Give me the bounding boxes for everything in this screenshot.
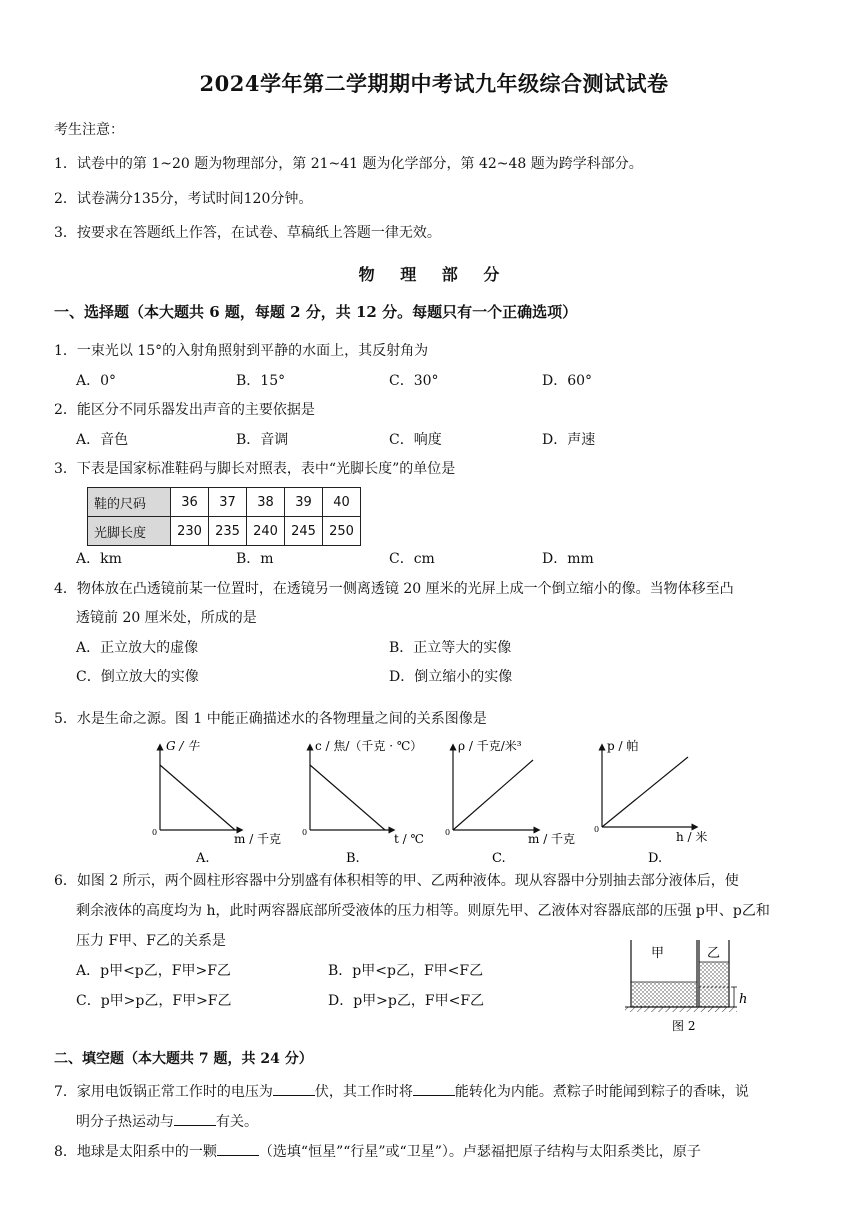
q6-stem-line3: 压力 F甲、F乙的关系是 <box>76 933 226 949</box>
graph-c-xlabel: m / 千克 <box>528 832 576 846</box>
notice-item-1: 1．试卷中的第 1~20 题为物理部分，第 21~41 题为化学部分，第 42~48 题为跨学科部分。 <box>54 156 643 172</box>
graph-a-line <box>160 765 235 830</box>
graph-a-xlabel: m / 千克 <box>234 832 282 846</box>
q8-line1 <box>54 1141 701 1161</box>
table-cell: 240 <box>247 517 285 546</box>
q2-option-c: C．响度 <box>389 432 442 448</box>
table-row <box>88 488 361 517</box>
q2-option-a: A．音色 <box>76 432 129 448</box>
q7-text-c: 能转化为内能。煮粽子时能闻到粽子的香味，说 <box>454 1084 749 1100</box>
q4-option-a: A．正立放大的虚像 <box>76 640 199 656</box>
label-h: h <box>739 992 748 1007</box>
q4-option-b: B．正立等大的实像 <box>389 640 512 656</box>
q1-stem: 1．一束光以 15°的入射角照射到平静的水面上，其反射角为 <box>54 343 429 359</box>
table-cell: 250 <box>323 517 361 546</box>
graph-a-letter: A. <box>196 851 210 866</box>
q7-text-b: 伏，其工作时将 <box>314 1084 413 1100</box>
q7-line2 <box>76 1111 258 1131</box>
table-cell: 36 <box>171 488 209 517</box>
graph-b-origin: 0 <box>302 828 308 837</box>
label-jia: 甲 <box>651 946 665 961</box>
q4-option-d: D．倒立缩小的实像 <box>389 669 513 685</box>
table-cell: 37 <box>209 488 247 517</box>
graph-d-letter: D. <box>648 851 663 866</box>
q8-blank-1[interactable] <box>217 1141 259 1156</box>
q1-option-c: C．30° <box>389 373 439 389</box>
table-cell: 230 <box>171 517 209 546</box>
graph-c-origin: 0 <box>445 828 451 837</box>
q8-text-a: 8．地球是太阳系中的一颗 <box>54 1144 217 1160</box>
q8-text-b: （选填“恒星”“行星”或“卫星”）。卢瑟福把原子结构与太阳系类比，原子 <box>258 1144 701 1160</box>
graph-d-origin: 0 <box>594 825 600 834</box>
table-cell: 245 <box>285 517 323 546</box>
graph-c-letter: C. <box>492 851 506 866</box>
graph-a <box>152 739 281 866</box>
shoe-size-table <box>87 487 361 546</box>
graph-b-letter: B. <box>346 851 360 866</box>
q2-stem: 2．能区分不同乐器发出声音的主要依据是 <box>54 402 315 418</box>
table-cell: 40 <box>323 488 361 517</box>
graph-b-line <box>310 765 385 830</box>
graph-b-xlabel: t / ℃ <box>394 832 424 846</box>
table-cell: 38 <box>247 488 285 517</box>
table-header-cell: 光脚长度 <box>88 517 171 546</box>
graph-b-ylabel: c / 焦/（千克 · ℃） <box>315 739 423 753</box>
part2-heading: 二、填空题（本大题共 7 题，共 24 分） <box>54 1051 313 1067</box>
graph-a-ylabel: G / 牛 <box>166 739 200 753</box>
height-marker <box>731 987 747 1007</box>
q7-line1 <box>54 1081 749 1101</box>
q1-option-a: A．0° <box>76 373 117 389</box>
graph-b <box>302 738 424 866</box>
q6-option-c: C．p甲>p乙，F甲>F乙 <box>76 993 232 1009</box>
q7-text-e: 有关。 <box>216 1114 258 1130</box>
q7-blank-2[interactable] <box>413 1081 455 1096</box>
graph-c <box>445 738 575 866</box>
q1-option-b: B．15° <box>236 373 286 389</box>
graph-d-ylabel: p / 帕 <box>607 739 639 753</box>
q4-stem-line2: 透镜前 20 厘米处，所成的是 <box>76 610 257 626</box>
q3-option-c: C．cm <box>389 551 435 567</box>
table-header-cell: 鞋的尺码 <box>88 488 171 517</box>
q6-option-d: D．p甲>p乙，F甲<F乙 <box>328 993 485 1009</box>
q7-text-a: 7．家用电饭锅正常工作时的电压为 <box>54 1084 273 1100</box>
graph-d <box>594 738 707 866</box>
q4-option-c: C．倒立放大的实像 <box>76 669 199 685</box>
q6-option-b: B．p甲<p乙，F甲<F乙 <box>328 963 484 979</box>
q1-option-d: D．60° <box>542 373 593 389</box>
q3-option-a: A．km <box>76 551 122 567</box>
figure-1-graphs <box>140 735 740 870</box>
graph-d-line <box>602 757 688 827</box>
graph-d-xlabel: h / 米 <box>676 830 708 844</box>
ground-hatch <box>625 1007 737 1012</box>
part1-heading: 一、选择题（本大题共 6 题，每题 2 分，共 12 分。每题只有一个正确选项） <box>54 303 578 321</box>
graph-c-ylabel: ρ / 千克/米³ <box>458 739 522 753</box>
notice-heading: 考生注意： <box>54 122 124 138</box>
notice-item-3: 3．按要求在答题纸上作答，在试卷、草稿纸上答题一律无效。 <box>54 225 441 241</box>
notice-item-2: 2．试卷满分135分，考试时间120分钟。 <box>54 191 313 207</box>
container-jia <box>631 940 697 1007</box>
q6-stem-line1: 6．如图 2 所示，两个圆柱形容器中分别盛有体积相等的甲、乙两种液体。现从容器中分别抽去部分液体后，使 <box>54 873 739 889</box>
table-cell: 235 <box>209 517 247 546</box>
q2-option-d: D．声速 <box>542 432 596 448</box>
figure-2-containers <box>622 935 757 1035</box>
q4-stem-line1: 4．物体放在凸透镜前某一位置时，在透镜另一侧离透镜 20 厘米的光屏上成一个倒立缩小的像。当物体移至凸 <box>54 581 734 597</box>
container-yi <box>699 940 729 1007</box>
q5-stem: 5．水是生命之源。图 1 中能正确描述水的各物理量之间的关系图像是 <box>54 711 487 727</box>
exam-title: 2024学年第二学期期中考试九年级综合测试试卷 <box>199 71 669 96</box>
q2-option-b: B．音调 <box>236 432 289 448</box>
q3-option-b: B．m <box>236 551 274 567</box>
q7-text-d: 明分子热运动与 <box>76 1114 174 1130</box>
q3-stem: 3．下表是国家标准鞋码与脚长对照表，表中“光脚长度”的单位是 <box>54 461 456 477</box>
q7-blank-3[interactable] <box>174 1111 216 1126</box>
q6-stem-line2: 剩余液体的高度均为 h，此时两容器底部所受液体的压力相等。则原先甲、乙液体对容器底部的压强 p甲、p乙和 <box>76 903 770 919</box>
label-yi: 乙 <box>707 946 721 961</box>
figure-2-caption: 图 2 <box>672 1019 696 1033</box>
section-title: 物 理 部 分 <box>358 265 510 284</box>
q3-option-d: D．mm <box>542 551 594 567</box>
graph-c-line <box>453 760 533 830</box>
graph-a-origin: 0 <box>152 828 158 837</box>
table-cell: 39 <box>285 488 323 517</box>
q7-blank-1[interactable] <box>273 1081 315 1096</box>
q6-option-a: A．p甲<p乙，F甲>F乙 <box>76 963 231 979</box>
table-row <box>88 517 361 546</box>
